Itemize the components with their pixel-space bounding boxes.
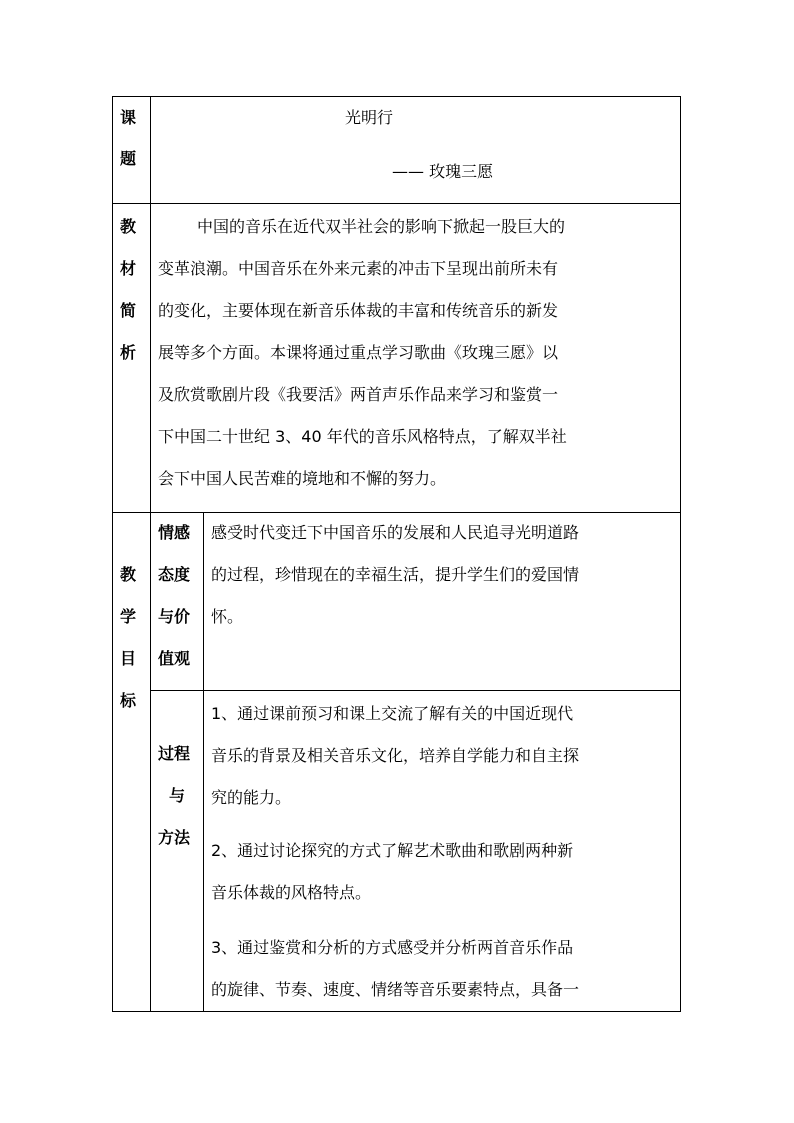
objectives-label-char-1: 教 [120,565,137,584]
emotion-label-line-4: 值观 [158,649,191,668]
table-divider-3 [150,690,681,691]
analysis-line: 会下中国人民苦难的境地和不懈的努力。 [158,469,447,488]
emotion-line: 的过程，珍惜现在的幸福生活，提升学生们的爱国情 [211,565,580,584]
table-border-bottom [112,1011,681,1012]
analysis-label-char-4: 析 [120,343,137,362]
lesson-label-char-1: 课 [120,108,137,127]
lesson-subtitle: —— 玫瑰三愿 [392,162,494,181]
process-label-line-1: 过程 [158,744,191,763]
objectives-label-char-3: 目 [120,649,137,668]
process-item-3-line: 的旋律、节奏、速度、情绪等音乐要素特点，具备一 [211,980,580,999]
process-label-line-2: 与 [169,786,186,805]
emotion-label-line-1: 情感 [158,523,191,542]
process-item-2-line: 音乐体裁的风格特点。 [211,883,372,902]
objectives-label-char-2: 学 [120,607,137,626]
process-item-1-line: 究的能力。 [211,788,292,807]
table-divider-2 [112,512,681,513]
analysis-line: 的变化，主要体现在新音乐体裁的丰富和传统音乐的新发 [158,301,559,320]
process-item-3-line: 3、通过鉴赏和分析的方式感受并分析两首音乐作品 [211,938,574,957]
analysis-line: 展等多个方面。本课将通过重点学习歌曲《玫瑰三愿》以 [158,343,559,362]
table-border-top [112,96,681,97]
process-item-1-line: 1、通过课前预习和课上交流了解有关的中国近现代 [211,704,574,723]
analysis-label-char-3: 简 [120,301,137,320]
table-column-divider [150,96,151,1012]
analysis-line: 及欣赏歌剧片段《我要活》两首声乐作品来学习和鉴赏一 [158,385,559,404]
analysis-line: 变革浪潮。中国音乐在外来元素的冲击下呈现出前所未有 [158,259,559,278]
table-border-right [680,96,681,1012]
emotion-line: 怀。 [211,607,244,626]
lesson-label-char-2: 题 [120,149,137,168]
analysis-line: 中国的音乐在近代双半社会的影响下掀起一股巨大的 [197,217,566,236]
analysis-label-char-1: 教 [120,217,137,236]
table-divider-1 [112,203,681,204]
process-item-1-line: 音乐的背景及相关音乐文化，培养自学能力和自主探 [211,746,580,765]
lesson-title: 光明行 [345,108,394,127]
table-subcolumn-divider [203,512,204,1012]
analysis-line: 下中国二十世纪 3、40 年代的音乐风格特点，了解双半社 [158,427,567,446]
table-border-left [112,96,113,1012]
analysis-label-char-2: 材 [120,259,137,278]
emotion-label-line-3: 与价 [158,607,191,626]
objectives-label-char-4: 标 [120,691,137,710]
emotion-label-line-2: 态度 [158,565,191,584]
process-item-2-line: 2、通过讨论探究的方式了解艺术歌曲和歌剧两种新 [211,841,574,860]
process-label-line-3: 方法 [158,828,191,847]
emotion-line: 感受时代变迁下中国音乐的发展和人民追寻光明道路 [211,523,580,542]
